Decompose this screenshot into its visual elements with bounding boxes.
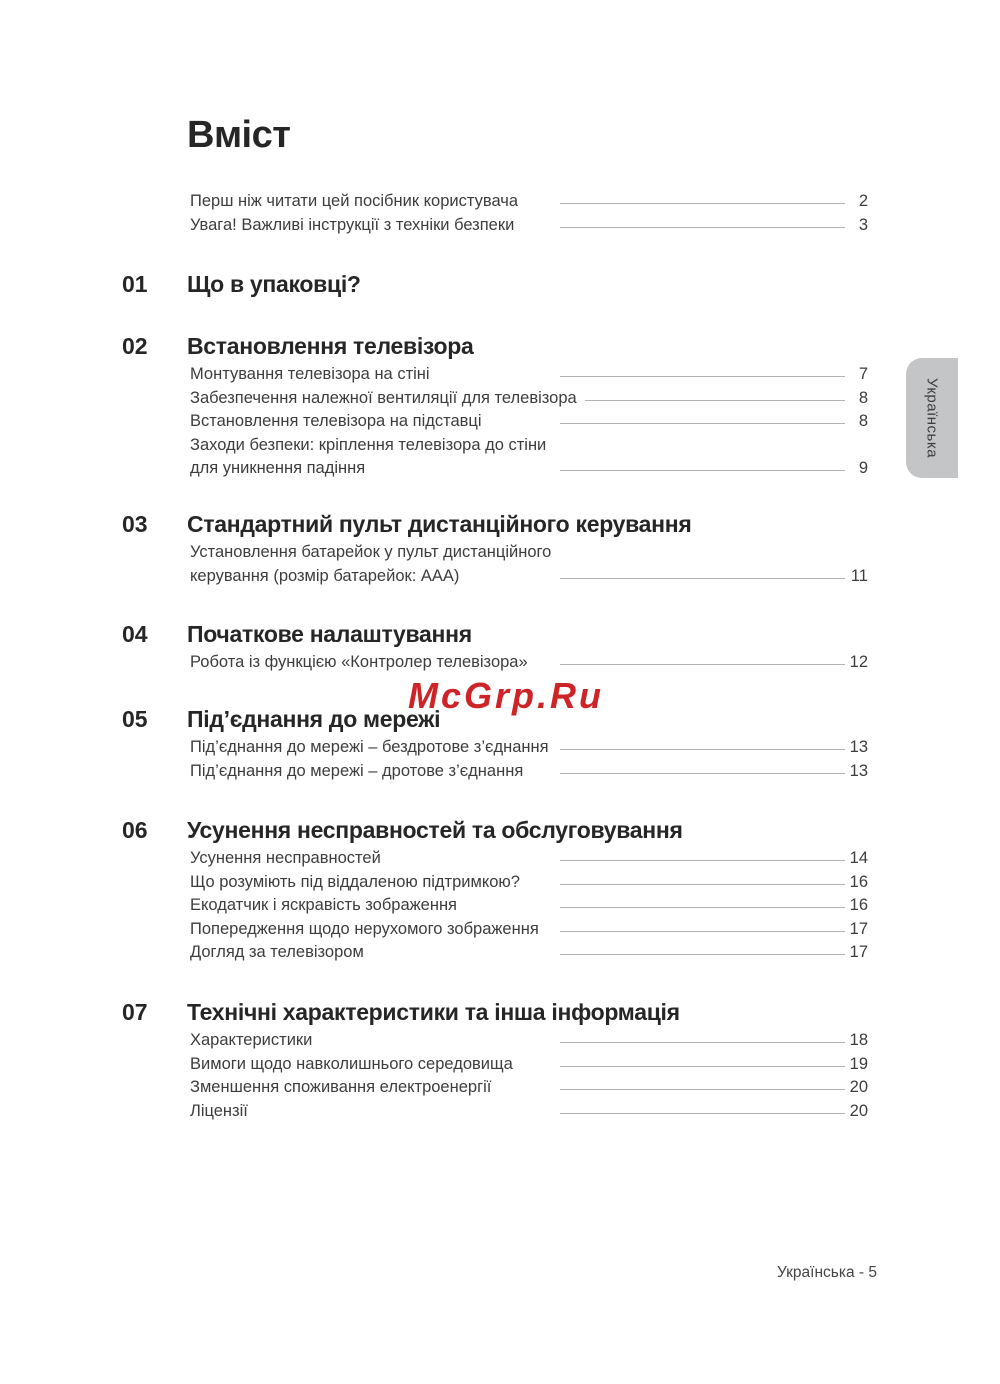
toc-entry-page: 3 (858, 215, 868, 234)
toc-entry-page: 20 (849, 1078, 868, 1096)
toc-entry-page: 17 (849, 943, 868, 961)
language-side-tab-label: Українська (923, 377, 941, 459)
chapter-title: Встановлення телевізора (187, 333, 474, 359)
toc-entry-page: 2 (858, 192, 868, 210)
toc-entry-label: Увага! Важливі інструкції з техніки безпеки (190, 214, 522, 238)
toc-entry-label: для уникнення падіння (190, 457, 373, 481)
toc-entry (190, 871, 868, 895)
chapter-title: Технічні характеристики та інша інформація (187, 999, 680, 1025)
toc-entry-label: Вимоги щодо навколишнього середовища (190, 1053, 521, 1077)
leader-line (560, 931, 845, 932)
leader-line (560, 376, 845, 377)
toc-entry-page: 16 (849, 896, 868, 914)
toc-entry-label: Забезпечення належної вентиляції для телевізора (190, 387, 585, 411)
toc-entry (190, 894, 868, 918)
page-footer: Українська - 5 (776, 1264, 877, 1281)
toc-entry (190, 1053, 868, 1077)
toc-entry (190, 214, 868, 238)
toc-entry-page: 9 (858, 459, 868, 477)
leader-line (560, 400, 845, 401)
leader-line (560, 1066, 845, 1067)
chapter-section-02 (122, 332, 868, 481)
front-matter (190, 190, 868, 237)
chapter-title: Початкове налаштування (187, 621, 472, 647)
chapter-heading (122, 510, 868, 538)
toc-entry (190, 941, 868, 965)
toc-entry (190, 565, 868, 589)
leader-line (560, 907, 845, 908)
chapter-number: 01 (122, 271, 148, 297)
chapter-title: Стандартний пульт дистанційного керування (187, 511, 692, 537)
toc-entry (190, 363, 868, 387)
toc-entry-label: Перш ніж читати цей посібник користувача (190, 190, 526, 214)
toc-entry-page: 16 (849, 872, 868, 891)
leader-line (560, 664, 845, 665)
toc-entry-label: Робота із функцією «Контролер телевізора» (190, 651, 536, 675)
toc-entry-page: 13 (849, 761, 868, 780)
toc-entry-page: 8 (858, 388, 868, 407)
chapter-number: 05 (122, 706, 148, 732)
chapter-section-01 (122, 270, 868, 298)
chapter-entries (190, 541, 868, 588)
leader-line (560, 423, 845, 424)
leader-line (560, 773, 845, 774)
toc-entry-label: Попередження щодо нерухомого зображення (190, 918, 547, 942)
toc-entry (190, 918, 868, 942)
toc-entry-page: 18 (849, 1031, 868, 1049)
toc-entry-label: Під’єднання до мережі – бездротове з’єднання (190, 736, 557, 760)
chapter-number: 03 (122, 511, 148, 537)
toc-entry-label: Що розуміють під віддаленою підтримкою? (190, 871, 528, 895)
chapter-number: 04 (122, 621, 148, 647)
chapter-section-07 (122, 998, 868, 1123)
toc-entry-label: Установлення батарейок у пульт дистанційного (190, 541, 559, 565)
toc-entry (190, 410, 868, 434)
toc-entry (190, 847, 868, 871)
toc-entry (190, 190, 868, 214)
toc-entry (190, 760, 868, 784)
chapter-entries (190, 847, 868, 965)
chapter-title: Усунення несправностей та обслуговування (187, 817, 683, 843)
chapter-section-04 (122, 620, 868, 675)
toc-entry-label: Екодатчик і яскравість зображення (190, 894, 465, 918)
toc-entry-label: керування (розмір батарейок: AAA) (190, 565, 467, 589)
leader-line (560, 470, 845, 471)
chapter-heading (122, 270, 868, 298)
toc-entry-continued (190, 541, 868, 565)
toc-entry (190, 1029, 868, 1053)
toc-entry-page: 20 (849, 1101, 868, 1120)
toc-entry-label: Зменшення споживання електроенергії (190, 1076, 499, 1100)
leader-line (560, 1113, 845, 1114)
toc-entry-page: 12 (849, 653, 868, 671)
leader-line (560, 1089, 845, 1090)
toc-entry (190, 651, 868, 675)
toc-entry-page: 7 (858, 365, 868, 383)
toc-entry-page: 17 (849, 919, 868, 938)
toc-entry-label: Монтування телевізора на стіні (190, 363, 438, 387)
chapter-section-03 (122, 510, 868, 588)
leader-line (560, 1042, 845, 1043)
toc-entry-page: 14 (849, 849, 868, 867)
toc-entry (190, 1076, 868, 1100)
leader-line (560, 954, 845, 955)
toc-entry-label: Характеристики (190, 1029, 320, 1053)
chapter-entries (190, 736, 868, 783)
leader-line (560, 860, 845, 861)
chapter-heading (122, 332, 868, 360)
chapter-entries (190, 363, 868, 481)
toc-entry-page: 13 (849, 738, 868, 756)
chapter-title: Під’єднання до мережі (187, 706, 441, 732)
leader-line (560, 749, 845, 750)
chapter-heading (122, 816, 868, 844)
chapter-title: Що в упаковці? (187, 271, 361, 297)
chapter-heading (122, 998, 868, 1026)
toc-entry (190, 736, 868, 760)
toc-entry (190, 457, 868, 481)
language-side-tab (906, 358, 958, 478)
chapter-entries (190, 651, 868, 675)
mcgrp-watermark: McGrp.Ru (407, 675, 605, 716)
chapter-number: 07 (122, 999, 148, 1025)
toc-entry-label: Догляд за телевізором (190, 941, 372, 965)
leader-line (560, 884, 845, 885)
toc-entry-page: 11 (850, 566, 868, 585)
toc-entry-continued (190, 434, 868, 458)
page-title: Вміст (187, 114, 291, 156)
chapter-number: 02 (122, 333, 148, 359)
toc-entry-label: Заходи безпеки: кріплення телевізора до стіни (190, 434, 554, 458)
chapter-number: 06 (122, 817, 148, 843)
toc-entry (190, 1100, 868, 1124)
leader-line (560, 227, 845, 228)
chapter-heading (122, 620, 868, 648)
toc-entry-page: 19 (849, 1054, 868, 1073)
toc-entry-page: 8 (858, 412, 868, 430)
chapter-section-06 (122, 816, 868, 965)
toc-entry-label: Встановлення телевізора на підставці (190, 410, 490, 434)
leader-line (560, 578, 845, 579)
toc-entry (190, 387, 868, 411)
toc-entry-label: Усунення несправностей (190, 847, 389, 871)
toc-entry-label: Ліцензії (190, 1100, 256, 1124)
toc-entry-label: Під’єднання до мережі – дротове з’єднання (190, 760, 531, 784)
chapter-entries (190, 1029, 868, 1123)
leader-line (560, 203, 845, 204)
